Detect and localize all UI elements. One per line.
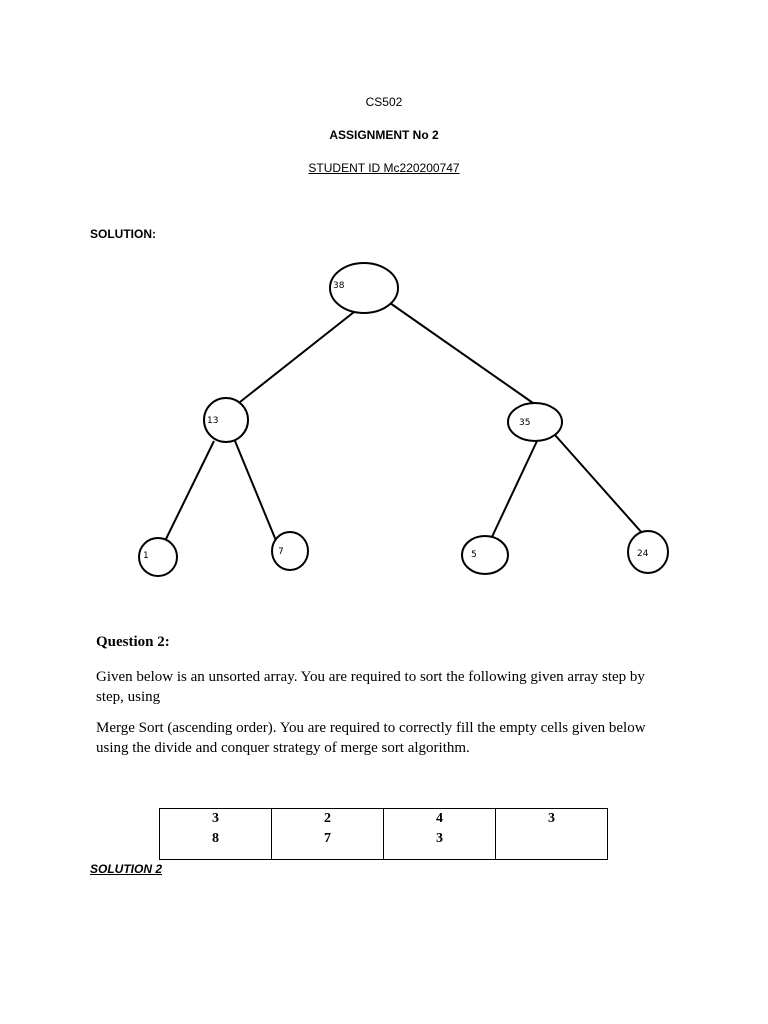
node-root-label: 38 — [333, 281, 345, 291]
node-right-left-label: 5 — [471, 550, 477, 560]
solution-label: SOLUTION: — [90, 227, 156, 241]
question-title: Question 2: — [96, 634, 170, 650]
course-code: CS502 — [365, 95, 403, 109]
assignment-title: ASSIGNMENT No 2 — [329, 128, 439, 142]
unsorted-array-table — [159, 808, 608, 860]
node-right — [508, 403, 562, 441]
edge-root-left — [240, 312, 354, 402]
node-right-left — [462, 536, 508, 574]
node-left-label: 13 — [207, 416, 219, 426]
array-cell — [384, 809, 496, 860]
student-id: STUDENT ID Mc220200747 — [308, 161, 460, 175]
array-cell-digit: 4 — [436, 811, 443, 826]
node-left-left-label: 1 — [143, 551, 149, 561]
array-row — [160, 809, 608, 860]
node-right-label: 35 — [519, 418, 531, 428]
array-cell — [496, 809, 608, 860]
node-left-right-label: 7 — [278, 547, 284, 557]
solution-2-label: SOLUTION 2 — [90, 862, 163, 876]
edge-left-right — [235, 441, 277, 543]
edge-left-left — [165, 441, 214, 541]
edge-right-left — [491, 441, 537, 539]
array-cell-digit: 2 — [324, 811, 331, 826]
array-cell-digit: 8 — [212, 831, 219, 846]
array-cell-digit: 3 — [436, 831, 443, 846]
array-cell — [272, 809, 384, 860]
question-paragraph-2: Merge Sort (ascending order). You are required to correctly fill the empty cells given below using the divide and conquer strategy of merge sort algorithm. — [96, 720, 646, 756]
array-cell-digit: 3 — [212, 811, 219, 826]
question-paragraph-1: Given below is an unsorted array. You are required to sort the following given array step by step, using — [96, 669, 645, 705]
array-cell-digit: 7 — [324, 831, 331, 846]
array-cell — [160, 809, 272, 860]
edge-right-right — [555, 435, 643, 534]
edge-root-right — [390, 303, 533, 403]
node-right-right-label: 24 — [637, 549, 649, 559]
array-cell-digit: 3 — [548, 811, 555, 826]
